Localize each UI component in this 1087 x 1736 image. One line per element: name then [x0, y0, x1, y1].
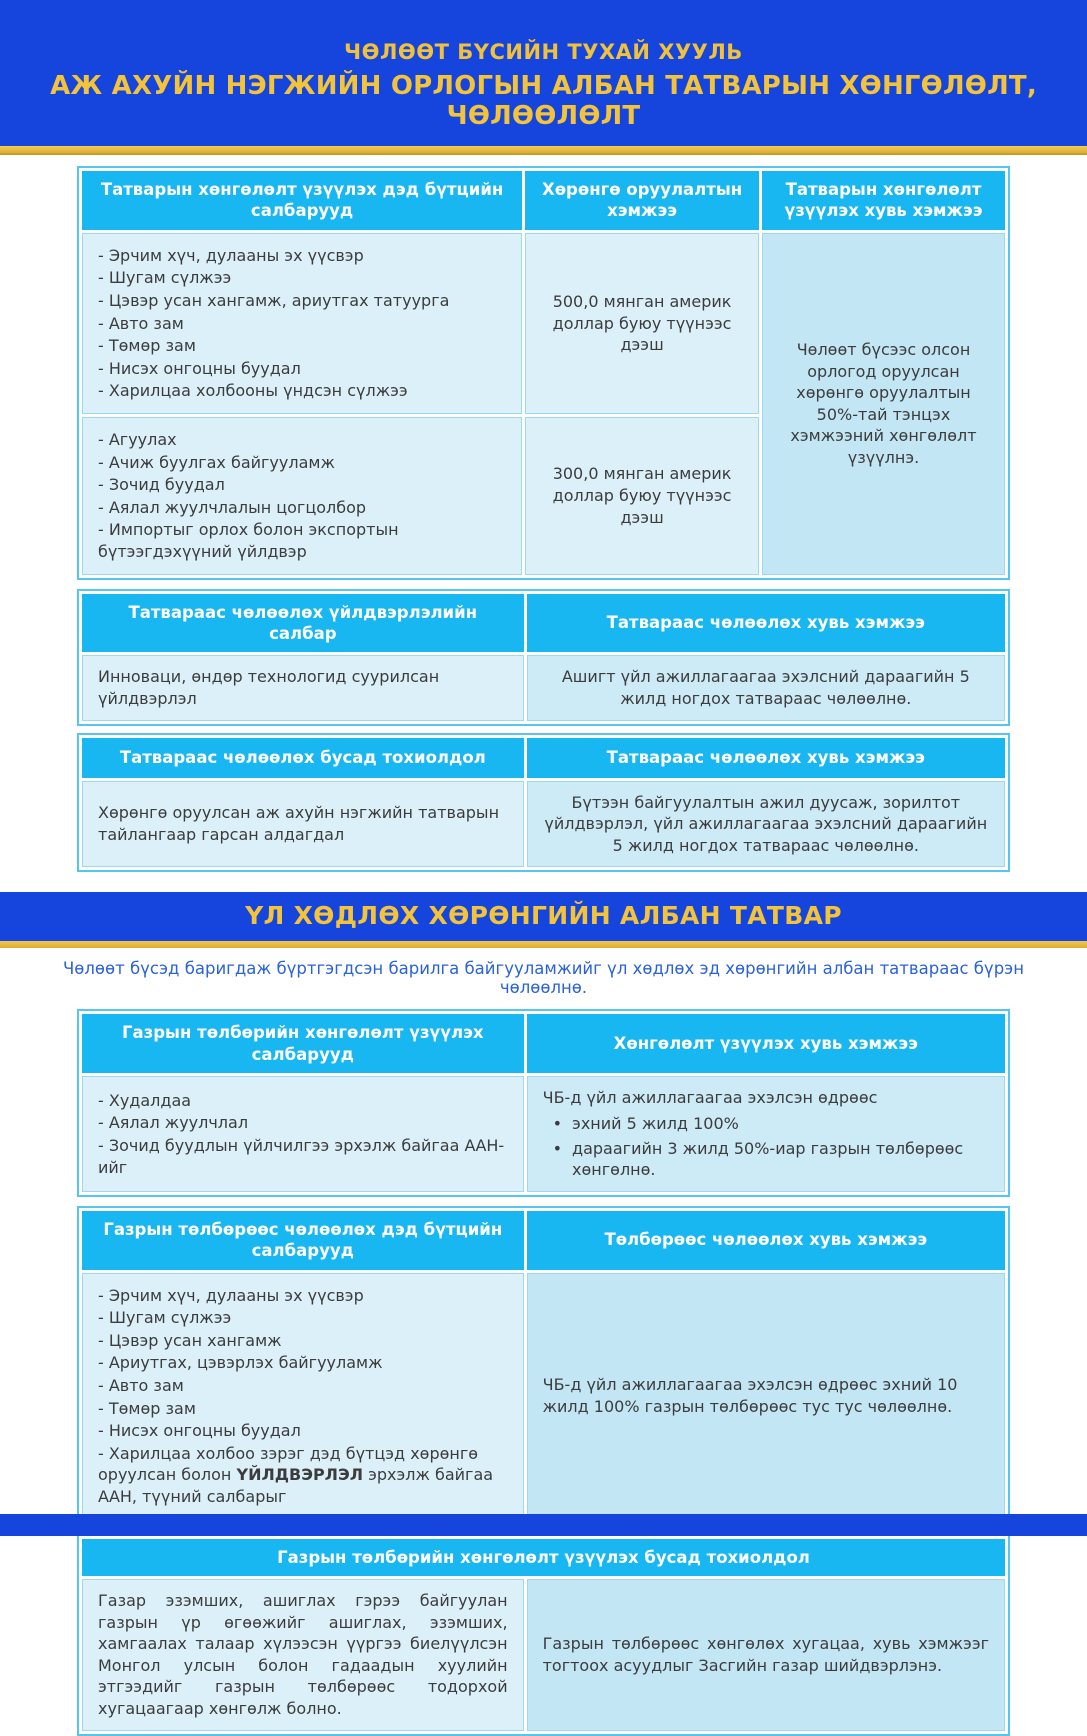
- table-row: [82, 781, 1005, 868]
- col-header-exempt-rate: Татвараас чөлөөлөх хувь хэмжээ: [527, 594, 1005, 653]
- list-item: - Худалдаа: [98, 1090, 192, 1110]
- content: [0, 155, 1087, 872]
- sector-text: эрхэлж байгаа ААН, түүний салбарыг: [98, 1465, 494, 1506]
- sector-cell: Инноваци, өндөр технологид суурилсан үйлдвэрлэл: [82, 655, 524, 720]
- footer-bar: [0, 1514, 1087, 1536]
- list-item: - Төмөр зам: [98, 336, 196, 356]
- col-header-relief-rate: Хөнгөлөлт үзүүлэх хувь хэмжээ: [527, 1014, 1005, 1073]
- list-item: - Нисэх онгоцны буудал: [98, 1421, 301, 1441]
- col-header-exempt-infrastructure: Газрын төлбөрөөс чөлөөлөх дэд бүтцийн салбарууд: [82, 1211, 524, 1270]
- property-tax-banner: [0, 892, 1087, 941]
- amount-cell: 300,0 мянган америк доллар буюу түүнээс дээш: [525, 417, 759, 575]
- land-fee-relief-table: [77, 1009, 1010, 1196]
- sector-list-cell: [82, 1273, 524, 1520]
- table-row: [82, 655, 1005, 720]
- sector-list: [98, 1285, 508, 1442]
- list-item: - Цэвэр усан хангамж, ариутгах татуурга: [98, 291, 450, 311]
- list-item: - Харилцаа холбооны үндсэн сүлжээ: [98, 381, 408, 401]
- col-header-exempt-rate: Татвараас чөлөөлөх хувь хэмжээ: [527, 738, 1005, 778]
- table-row: [82, 1076, 1005, 1191]
- section-title: ҮЛ ХӨДЛӨХ ХӨРӨНГИЙН АЛБАН ТАТВАР: [245, 901, 842, 931]
- relief-note-cell: Чөлөөт бүсээс олсон орлогод оруулсан хөрөнгө оруулалтын 50%-тай тэнцэх хэмжээний хөнгөлөлт үзүүлнэ.: [762, 233, 1005, 575]
- gold-divider: [0, 146, 1087, 155]
- list-item: - Зочид буудал: [98, 475, 225, 495]
- top-banner: [0, 0, 1087, 146]
- list-item: - Агуулах: [98, 430, 177, 450]
- case-cell: Хөрөнгө оруулсан аж ахуйн нэгжийн татварын тайлангаар гарсан алдагдал: [82, 781, 524, 868]
- benefit-bullet: [543, 1138, 989, 1181]
- table-row: [82, 1579, 1005, 1731]
- sector-text-bold: ҮЙЛДВЭРЛЭЛ: [236, 1465, 363, 1485]
- rate-cell: Бүтээн байгуулалтын ажил дуусаж, зорилтот үйлдвэрлэл, үйл ажиллагаагаа эхэлсний дараагийн 5 жилд ногдох татвараас чөлөөлнө.: [527, 781, 1005, 868]
- rate-cell: Ашигт үйл ажиллагаагаа эхэлсний дараагийн 5 жилд ногдох татвараас чөлөөлнө.: [527, 655, 1005, 720]
- list-item: - Авто зам: [98, 313, 184, 333]
- list-item: - Авто зам: [98, 1375, 184, 1395]
- table-header-row: [82, 171, 1005, 230]
- section-subtitle: Чөлөөт бүсэд баригдаж бүртгэгдсэн барилга байгууламжийг үл хөдлөх эд хөрөнгийн албан татвараас бүрэн чөлөөлнө.: [62, 959, 1025, 998]
- tax-exempt-other-table: [77, 733, 1010, 873]
- list-item: - Аялал жуулчлалын цогцолбор: [98, 497, 367, 517]
- land-fee-other-table: [77, 1534, 1010, 1736]
- benefit-bullet-text: дараагийн 3 жилд 50%-иар газрын төлбөрөөс хөнгөлнө.: [572, 1138, 964, 1180]
- list-item: - Импортыг орлох болон экспортын бүтээгдэхүүний үйлдвэр: [98, 520, 399, 561]
- table-header-row: [82, 594, 1005, 653]
- table-header-row: [82, 738, 1005, 778]
- list-item: - Ариутгах, цэвэрлэх байгууламж: [98, 1353, 383, 1373]
- sector-list-cell: [82, 1076, 524, 1191]
- benefit-bullet: [543, 1113, 989, 1135]
- col-header-infrastructure-sectors: Татварын хөнгөлөлт үзүүлэх дэд бүтцийн салбарууд: [82, 171, 522, 230]
- bullet-icon: •: [552, 1138, 563, 1158]
- table-header-row: [82, 1211, 1005, 1270]
- bullet-icon: •: [552, 1113, 563, 1133]
- table-row: [82, 1273, 1005, 1520]
- col-header-exempt-rate: Төлбөрөөс чөлөөлөх хувь хэмжээ: [527, 1211, 1005, 1270]
- col-header-other-land-cases: Газрын төлбөрийн хөнгөлөлт үзүүлэх бусад тохиолдол: [82, 1539, 1005, 1576]
- income-tax-relief-table: [77, 166, 1010, 580]
- col-header-other-cases: Татвараас чөлөөлөх бусад тохиолдол: [82, 738, 524, 778]
- list-item: - Эрчим хүч, дулааны эх үүсвэр: [98, 1285, 364, 1305]
- list-item: - Эрчим хүч, дулааны эх үүсвэр: [98, 245, 364, 265]
- col-header-exempt-sector: Татвараас чөлөөлөх үйлдвэрлэлийн салбар: [82, 594, 524, 653]
- col-header-relief-rate: Татварын хөнгөлөлт үзүүлэх хувь хэмжээ: [762, 171, 1005, 230]
- benefit-cell: [527, 1076, 1005, 1191]
- col-header-land-fee-sectors: Газрын төлбөрийн хөнгөлөлт үзүүлэх салбарууд: [82, 1014, 524, 1073]
- list-item: - Нисэх онгоцны буудал: [98, 358, 301, 378]
- gold-divider: [0, 941, 1087, 948]
- rate-cell: Газрын төлбөрөөс хөнгөлөх хугацаа, хувь хэмжээг тогтоох асуудлыг Засгийн газар шийдвэрлэнэ.: [527, 1579, 1005, 1731]
- page-title: АЖ АХУЙН НЭГЖИЙН ОРЛОГЫН АЛБАН ТАТВАРЫН ХӨНГӨЛӨЛТ, ЧӨЛӨӨЛӨЛТ: [50, 71, 1037, 131]
- land-fee-exempt-table: [77, 1206, 1010, 1525]
- rate-cell: ЧБ-д үйл ажиллагаагаа эхэлсэн өдрөөс эхний 10 жилд 100% газрын төлбөрөөс тус тус чөлөөлнө.: [527, 1273, 1005, 1520]
- list-item: - Цэвэр усан хангамж: [98, 1330, 282, 1350]
- list-item: - Зочид буудлын үйлчилгээ эрхэлж байгаа ААН-ийг: [98, 1136, 505, 1177]
- table-header-row: [82, 1539, 1005, 1576]
- amount-cell: 500,0 мянган америк доллар буюу түүнээс дээш: [525, 233, 759, 414]
- list-item: - Аялал жуулчлал: [98, 1113, 249, 1133]
- table-row: [82, 233, 1005, 414]
- sector-list-cell: [82, 233, 522, 414]
- table-header-row: [82, 1014, 1005, 1073]
- list-item: [98, 1443, 508, 1508]
- tax-exempt-production-table: [77, 589, 1010, 726]
- list-item: - Шугам сүлжээ: [98, 1308, 232, 1328]
- case-cell: Газар эзэмших, ашиглах гэрээ байгуулан газрын үр өгөөжийг ашиглах, эзэмших, хамгаалах талаар хүлээсэн үүргээ биелүүлсэн Монгол улсын болон гадаадын хуулийн этгээдийг газрын төлбөрөөс тодорхой хугацаагаар хөнгөлж болно.: [82, 1579, 524, 1731]
- sector-text: - Харилцаа холбоо зэрэг дэд бүтцэд хөрөнгө оруулсан болон: [98, 1443, 479, 1485]
- law-title: ЧӨЛӨӨТ БҮСИЙН ТУХАЙ ХУУЛЬ: [344, 40, 743, 64]
- list-item: - Төмөр зам: [98, 1398, 196, 1418]
- list-item: - Ачиж буулгах байгууламж: [98, 452, 335, 472]
- benefit-bullet-text: эхний 5 жилд 100%: [572, 1113, 739, 1133]
- col-header-investment-amount: Хөрөнгө оруулалтын хэмжээ: [525, 171, 759, 230]
- benefit-intro: ЧБ-д үйл ажиллагаагаа эхэлсэн өдрөөс: [542, 1088, 878, 1108]
- content-lower: [0, 1009, 1087, 1735]
- sector-list-cell: [82, 417, 522, 575]
- list-item: - Шугам сүлжээ: [98, 268, 232, 288]
